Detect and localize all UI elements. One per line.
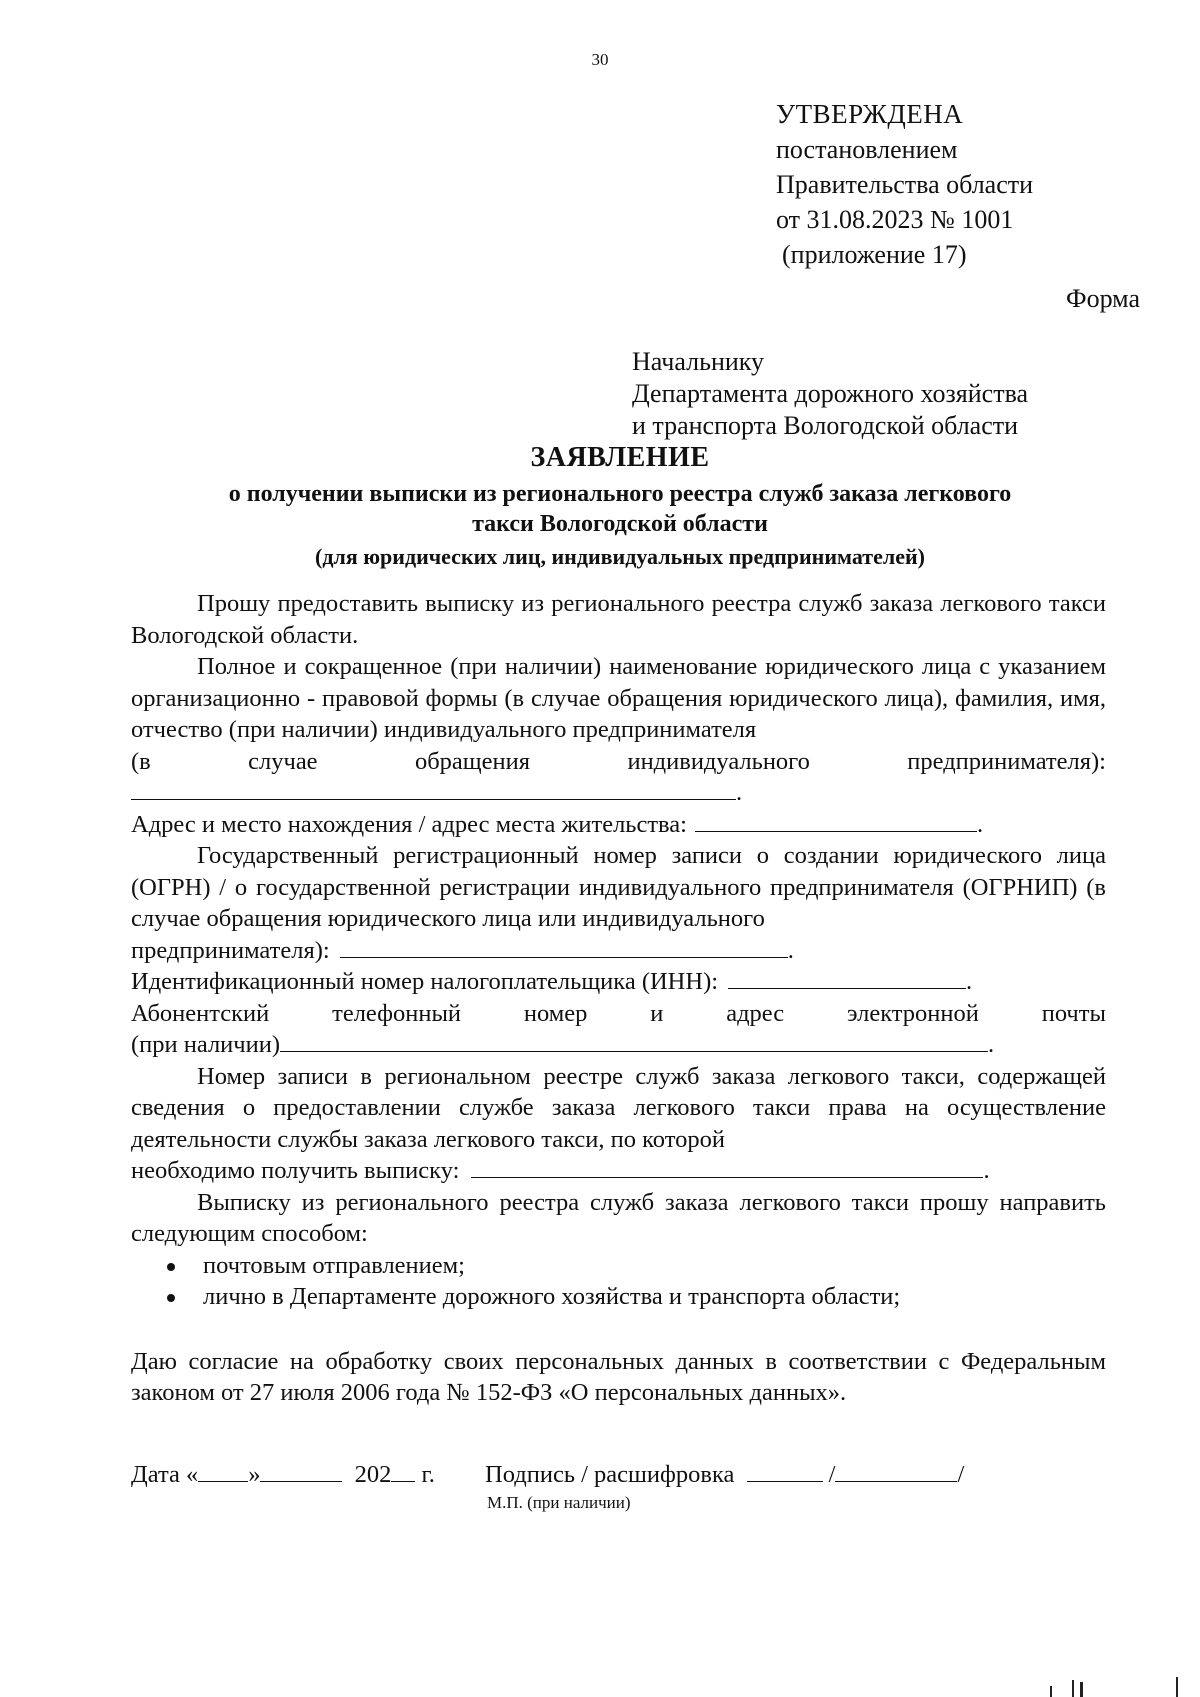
word: и (650, 999, 664, 1027)
signature-field[interactable] (747, 1459, 823, 1482)
approval-block (776, 97, 1033, 272)
registry-number-label: необходимо получить выписку: (131, 1157, 460, 1184)
slash: / (957, 1461, 965, 1488)
approval-annex: (приложение 17) (782, 240, 967, 269)
signature-label: Подпись / расшифровка (485, 1461, 735, 1488)
document-subtitle (0, 479, 1200, 572)
approval-line: Правительства области (776, 170, 1034, 199)
scan-artifact (1176, 1677, 1178, 1697)
word: телефонный (332, 999, 462, 1027)
approval-heading: УТВЕРЖДЕНА (776, 99, 964, 129)
request-paragraph: Прошу предоставить выписку из регионального реестра служб заказа легкового такси Вологодской области. (131, 590, 1106, 649)
ogrn-field[interactable] (340, 935, 788, 958)
year-suffix: г. (421, 1461, 435, 1488)
word: номер (523, 999, 588, 1027)
approval-line: постановлением (776, 135, 958, 164)
registry-number-paragraph: Номер записи в региональном реестре служб заказа легкового такси, содержащей сведения о предоставлении службе заказа легкового такси права на осуществление деятельности службы заказа легкового такси, по которой (131, 1062, 1106, 1153)
period: . (736, 779, 743, 806)
date-quote: » (248, 1461, 261, 1488)
signature-row (131, 1459, 964, 1489)
bullet-icon (167, 1263, 175, 1271)
scan-artifact (1050, 1686, 1052, 1697)
spacer (131, 1313, 1106, 1346)
phone-label-line (131, 998, 1106, 1030)
signature-decoding-field[interactable] (835, 1459, 957, 1482)
addressee-line: Начальнику (632, 347, 765, 376)
application-body (131, 588, 1106, 1409)
scan-artifact (1072, 1680, 1074, 1697)
ogrn-row (131, 935, 1106, 967)
approval-line: от 31.08.2023 № 1001 (776, 205, 1014, 234)
page-number: 30 (591, 50, 609, 69)
phone-row (131, 1029, 1106, 1061)
subtitle-line: о получении выписки из регионального реестра служб заказа легкового (228, 481, 1012, 507)
delivery-options (131, 1250, 1106, 1313)
phone-email-field[interactable] (280, 1029, 988, 1052)
option-label: почтовым отправлением; (203, 1251, 465, 1279)
inn-row (131, 966, 1106, 998)
address-row (131, 809, 1106, 841)
applicant-name-field[interactable] (131, 777, 736, 800)
slash: / (828, 1461, 836, 1488)
word: адрес (726, 999, 785, 1027)
address-field[interactable] (695, 809, 977, 832)
inn-field[interactable] (728, 966, 966, 989)
ogrn-paragraph: Государственный регистрационный номер записи о создании юридического лица (ОГРН) / о государственной регистрации индивидуального предпринимателя (ОГРНИП) (в случае обращения юридического лица или индивидуального (131, 842, 1106, 932)
word: предпринимателя): (907, 747, 1106, 775)
delivery-option-mail[interactable] (131, 1250, 1106, 1282)
delivery-option-in-person[interactable] (131, 1281, 1106, 1313)
year-field[interactable] (391, 1459, 415, 1482)
consent-paragraph: Даю согласие на обработку своих персональных данных в соответствии с Федеральным законом от 27 июля 2006 года № 152-ФЗ «О персональных данных». (131, 1347, 1106, 1406)
delivery-paragraph: Выписку из регионального реестра служб заказа легкового такси прошу направить следующим способом: (131, 1188, 1106, 1247)
form-label: Форма (1066, 284, 1140, 313)
subtitle-note: (для юридических лиц, индивидуальных предпринимателей) (315, 544, 925, 569)
registry-number-field[interactable] (471, 1155, 983, 1178)
period: . (988, 1031, 995, 1058)
word: электронной (847, 999, 979, 1027)
word: (в (131, 747, 151, 775)
option-label: лично в Департаменте дорожного хозяйства и транспорта области; (203, 1283, 901, 1310)
address-label: Адрес и место нахождения / адрес места жительства: (131, 810, 687, 838)
period: . (983, 1157, 990, 1184)
stamp-label: М.П. (при наличии) (487, 1493, 631, 1512)
document-title: ЗАЯВЛЕНИЕ (530, 442, 710, 473)
inn-label: Идентификационный номер налогоплательщика (ИНН): (131, 968, 719, 995)
word: обращения (414, 747, 531, 775)
addressee-line: Департамента дорожного хозяйства (632, 379, 1029, 408)
addressee-block (632, 346, 1028, 442)
word: Абонентский (131, 999, 270, 1027)
period: . (787, 936, 794, 964)
addressee-line: и транспорта Вологодской области (632, 411, 1019, 440)
year-prefix: 202 (354, 1461, 392, 1488)
phone-label: (при наличии) (131, 1031, 280, 1058)
name-paragraph-last-line (131, 746, 1106, 778)
registry-number-row (131, 1155, 1106, 1187)
date-label: Дата « (131, 1461, 199, 1488)
month-field[interactable] (260, 1459, 342, 1482)
word: индивидуального (627, 747, 810, 775)
day-field[interactable] (198, 1459, 248, 1482)
ogrn-label: предпринимателя): (131, 936, 330, 964)
subtitle-line: такси Вологодской области (472, 511, 768, 537)
scan-artifact (1080, 1682, 1083, 1697)
name-field-row (131, 777, 1106, 809)
word: почты (1041, 999, 1106, 1027)
period: . (966, 968, 973, 995)
period: . (976, 810, 984, 838)
name-paragraph: Полное и сокращенное (при наличии) наименование юридического лица с указанием организационно - правовой формы (в случае обращения юридического лица), фамилия, имя, отчество (при наличии) индивидуального предпринимателя (131, 653, 1106, 743)
bullet-icon (167, 1294, 175, 1302)
word: случае (248, 747, 318, 775)
